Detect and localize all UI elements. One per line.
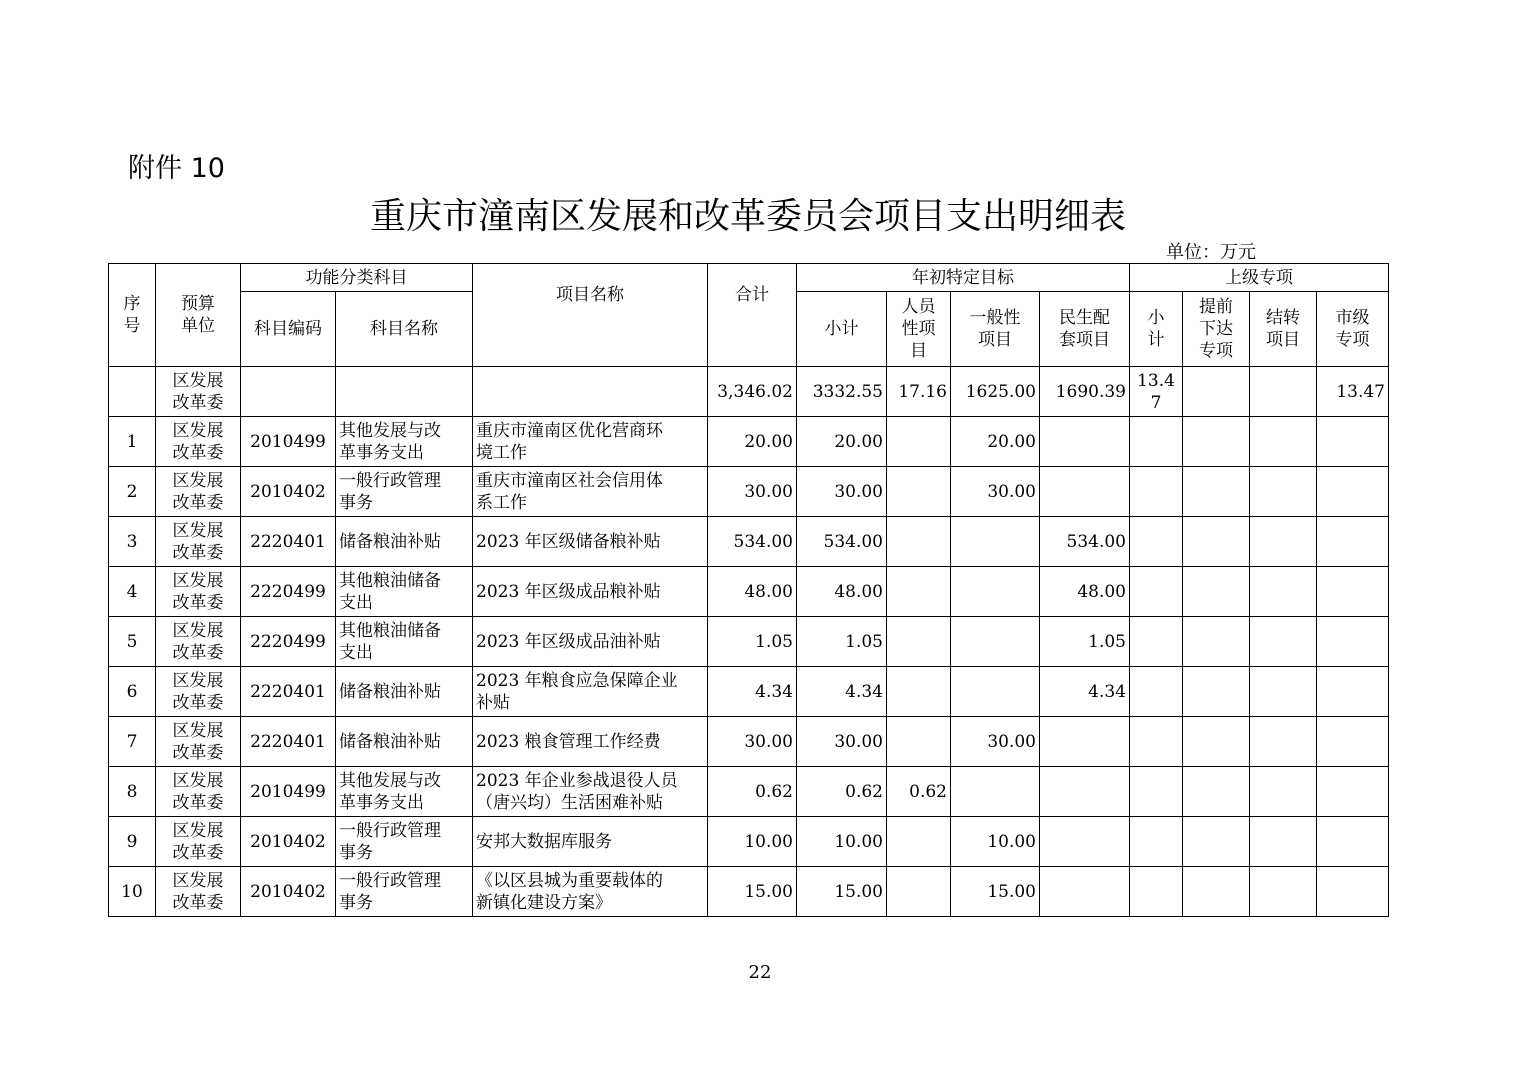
cell-superior-subtotal	[1130, 517, 1183, 567]
cell-code: 2010402	[241, 867, 336, 917]
cell-project: 2023 年区级成品油补贴	[473, 617, 708, 667]
cell-seq: 1	[109, 417, 156, 467]
header-seq: 序 号	[109, 264, 156, 367]
cell-city: 13.47	[1317, 367, 1389, 417]
cell-personnel: 17.16	[887, 367, 951, 417]
header-annual-subtotal: 小计	[797, 292, 887, 367]
cell-carryover	[1250, 567, 1317, 617]
cell-carryover	[1250, 417, 1317, 467]
header-subject-code: 科目编码	[241, 292, 336, 367]
cell-subject: 储备粮油补贴	[336, 717, 473, 767]
cell-total: 30.00	[708, 717, 797, 767]
cell-code	[241, 367, 336, 417]
cell-superior-subtotal	[1130, 617, 1183, 667]
cell-advance	[1183, 417, 1250, 467]
cell-total: 10.00	[708, 817, 797, 867]
cell-seq: 5	[109, 617, 156, 667]
cell-seq: 3	[109, 517, 156, 567]
cell-project: 安邦大数据库服务	[473, 817, 708, 867]
cell-code: 2220499	[241, 567, 336, 617]
cell-code: 2010402	[241, 467, 336, 517]
summary-row	[109, 367, 1389, 417]
cell-unit: 区发展 改革委	[156, 467, 241, 517]
header-superior-special: 上级专项	[1130, 264, 1389, 292]
cell-carryover	[1250, 467, 1317, 517]
cell-personnel: 0.62	[887, 767, 951, 817]
table-row	[109, 467, 1389, 517]
header-carryover: 结转 项目	[1250, 292, 1317, 367]
cell-project: 《以区县城为重要载体的 新镇化建设方案》	[473, 867, 708, 917]
cell-unit: 区发展 改革委	[156, 517, 241, 567]
cell-seq: 6	[109, 667, 156, 717]
cell-personnel	[887, 567, 951, 617]
table-row	[109, 567, 1389, 617]
cell-advance	[1183, 817, 1250, 867]
cell-superior-subtotal	[1130, 867, 1183, 917]
cell-livelihood	[1040, 417, 1130, 467]
cell-advance	[1183, 717, 1250, 767]
cell-unit: 区发展 改革委	[156, 617, 241, 667]
cell-project: 重庆市潼南区优化营商环 境工作	[473, 417, 708, 467]
cell-unit: 区发展 改革委	[156, 817, 241, 867]
cell-carryover	[1250, 817, 1317, 867]
cell-subtotal: 20.00	[797, 417, 887, 467]
header-annual-targets: 年初特定目标	[797, 264, 1130, 292]
table-row	[109, 717, 1389, 767]
cell-seq: 10	[109, 867, 156, 917]
cell-subject: 其他发展与改 革事务支出	[336, 417, 473, 467]
cell-unit: 区发展 改革委	[156, 717, 241, 767]
cell-advance	[1183, 567, 1250, 617]
cell-total: 3,346.02	[708, 367, 797, 417]
cell-unit: 区发展 改革委	[156, 417, 241, 467]
cell-subtotal: 30.00	[797, 717, 887, 767]
table-row	[109, 867, 1389, 917]
cell-seq: 4	[109, 567, 156, 617]
cell-unit: 区发展 改革委	[156, 767, 241, 817]
header-city: 市级 专项	[1317, 292, 1389, 367]
cell-subject: 一般行政管理 事务	[336, 867, 473, 917]
cell-seq	[109, 367, 156, 417]
cell-total: 30.00	[708, 467, 797, 517]
cell-seq: 9	[109, 817, 156, 867]
cell-personnel	[887, 417, 951, 467]
cell-subject: 其他粮油储备 支出	[336, 567, 473, 617]
cell-superior-subtotal	[1130, 667, 1183, 717]
cell-livelihood: 48.00	[1040, 567, 1130, 617]
cell-general	[951, 667, 1040, 717]
cell-subject	[336, 367, 473, 417]
cell-superior-subtotal	[1130, 567, 1183, 617]
cell-total: 48.00	[708, 567, 797, 617]
cell-unit: 区发展 改革委	[156, 367, 241, 417]
cell-personnel	[887, 617, 951, 667]
cell-city	[1317, 617, 1389, 667]
cell-livelihood: 4.34	[1040, 667, 1130, 717]
cell-livelihood	[1040, 867, 1130, 917]
cell-general	[951, 567, 1040, 617]
cell-city	[1317, 417, 1389, 467]
table-row	[109, 417, 1389, 467]
cell-code: 2010499	[241, 417, 336, 467]
header-total: 合计	[708, 264, 797, 367]
cell-unit: 区发展 改革委	[156, 567, 241, 617]
cell-city	[1317, 767, 1389, 817]
cell-seq: 7	[109, 717, 156, 767]
header-project-name: 项目名称	[473, 264, 708, 367]
header-function-classification: 功能分类科目	[241, 264, 473, 292]
cell-subject: 一般行政管理 事务	[336, 817, 473, 867]
header-subject-name: 科目名称	[336, 292, 473, 367]
cell-advance	[1183, 867, 1250, 917]
cell-advance	[1183, 467, 1250, 517]
cell-livelihood	[1040, 467, 1130, 517]
cell-total: 0.62	[708, 767, 797, 817]
cell-code: 2220401	[241, 717, 336, 767]
cell-general: 10.00	[951, 817, 1040, 867]
table-row	[109, 817, 1389, 867]
attachment-label: 附件 10	[128, 153, 225, 184]
cell-subtotal: 1.05	[797, 617, 887, 667]
cell-advance	[1183, 517, 1250, 567]
header-general: 一般性 项目	[951, 292, 1040, 367]
cell-code: 2220499	[241, 617, 336, 667]
cell-total: 534.00	[708, 517, 797, 567]
cell-carryover	[1250, 617, 1317, 667]
page-title: 重庆市潼南区发展和改革委员会项目支出明细表	[369, 196, 1126, 237]
cell-subtotal: 0.62	[797, 767, 887, 817]
cell-superior-subtotal: 13.4 7	[1130, 367, 1183, 417]
cell-carryover	[1250, 867, 1317, 917]
cell-carryover	[1250, 517, 1317, 567]
cell-general: 30.00	[951, 717, 1040, 767]
cell-general	[951, 617, 1040, 667]
cell-personnel	[887, 717, 951, 767]
cell-project: 2023 年区级储备粮补贴	[473, 517, 708, 567]
cell-carryover	[1250, 717, 1317, 767]
cell-superior-subtotal	[1130, 817, 1183, 867]
cell-project	[473, 367, 708, 417]
cell-general: 1625.00	[951, 367, 1040, 417]
cell-total: 4.34	[708, 667, 797, 717]
header-advance: 提前 下达 专项	[1183, 292, 1250, 367]
cell-city	[1317, 817, 1389, 867]
cell-carryover	[1250, 767, 1317, 817]
expenditure-table	[108, 263, 1389, 917]
cell-city	[1317, 467, 1389, 517]
cell-subtotal: 4.34	[797, 667, 887, 717]
cell-project: 重庆市潼南区社会信用体 系工作	[473, 467, 708, 517]
cell-subtotal: 48.00	[797, 567, 887, 617]
cell-total: 15.00	[708, 867, 797, 917]
cell-livelihood: 1690.39	[1040, 367, 1130, 417]
table-row	[109, 517, 1389, 567]
cell-subtotal: 30.00	[797, 467, 887, 517]
cell-city	[1317, 867, 1389, 917]
cell-general	[951, 767, 1040, 817]
header-budget-unit: 预算 单位	[156, 264, 241, 367]
cell-personnel	[887, 867, 951, 917]
cell-subject: 其他粮油储备 支出	[336, 617, 473, 667]
cell-total: 1.05	[708, 617, 797, 667]
cell-project: 2023 年区级成品粮补贴	[473, 567, 708, 617]
cell-city	[1317, 667, 1389, 717]
cell-total: 20.00	[708, 417, 797, 467]
cell-personnel	[887, 817, 951, 867]
cell-general: 20.00	[951, 417, 1040, 467]
cell-city	[1317, 567, 1389, 617]
cell-superior-subtotal	[1130, 417, 1183, 467]
cell-personnel	[887, 517, 951, 567]
cell-seq: 2	[109, 467, 156, 517]
cell-unit: 区发展 改革委	[156, 867, 241, 917]
cell-advance	[1183, 767, 1250, 817]
cell-advance	[1183, 617, 1250, 667]
cell-project: 2023 年粮食应急保障企业 补贴	[473, 667, 708, 717]
header-livelihood: 民生配 套项目	[1040, 292, 1130, 367]
cell-superior-subtotal	[1130, 767, 1183, 817]
cell-superior-subtotal	[1130, 717, 1183, 767]
cell-livelihood	[1040, 767, 1130, 817]
cell-livelihood: 1.05	[1040, 617, 1130, 667]
cell-carryover	[1250, 667, 1317, 717]
cell-general: 30.00	[951, 467, 1040, 517]
table-row	[109, 617, 1389, 667]
cell-subtotal: 3332.55	[797, 367, 887, 417]
cell-personnel	[887, 667, 951, 717]
cell-subtotal: 534.00	[797, 517, 887, 567]
cell-advance	[1183, 667, 1250, 717]
table-row	[109, 667, 1389, 717]
cell-subtotal: 15.00	[797, 867, 887, 917]
cell-code: 2010499	[241, 767, 336, 817]
cell-livelihood: 534.00	[1040, 517, 1130, 567]
cell-subject: 其他发展与改 革事务支出	[336, 767, 473, 817]
cell-personnel	[887, 467, 951, 517]
cell-seq: 8	[109, 767, 156, 817]
cell-unit: 区发展 改革委	[156, 667, 241, 717]
cell-advance	[1183, 367, 1250, 417]
cell-carryover	[1250, 367, 1317, 417]
cell-city	[1317, 517, 1389, 567]
cell-livelihood	[1040, 817, 1130, 867]
cell-subject: 储备粮油补贴	[336, 667, 473, 717]
cell-project: 2023 粮食管理工作经费	[473, 717, 708, 767]
page-number: 22	[748, 962, 772, 983]
table-row	[109, 767, 1389, 817]
cell-code: 2010402	[241, 817, 336, 867]
cell-project: 2023 年企业参战退役人员 （唐兴均）生活困难补贴	[473, 767, 708, 817]
cell-code: 2220401	[241, 667, 336, 717]
unit-label: 单位：万元	[1166, 242, 1256, 263]
cell-subject: 一般行政管理 事务	[336, 467, 473, 517]
cell-subject: 储备粮油补贴	[336, 517, 473, 567]
header-superior-subtotal: 小 计	[1130, 292, 1183, 367]
cell-subtotal: 10.00	[797, 817, 887, 867]
cell-city	[1317, 717, 1389, 767]
header-personnel: 人员 性项 目	[887, 292, 951, 367]
cell-general: 15.00	[951, 867, 1040, 917]
cell-general	[951, 517, 1040, 567]
cell-code: 2220401	[241, 517, 336, 567]
cell-livelihood	[1040, 717, 1130, 767]
cell-superior-subtotal	[1130, 467, 1183, 517]
